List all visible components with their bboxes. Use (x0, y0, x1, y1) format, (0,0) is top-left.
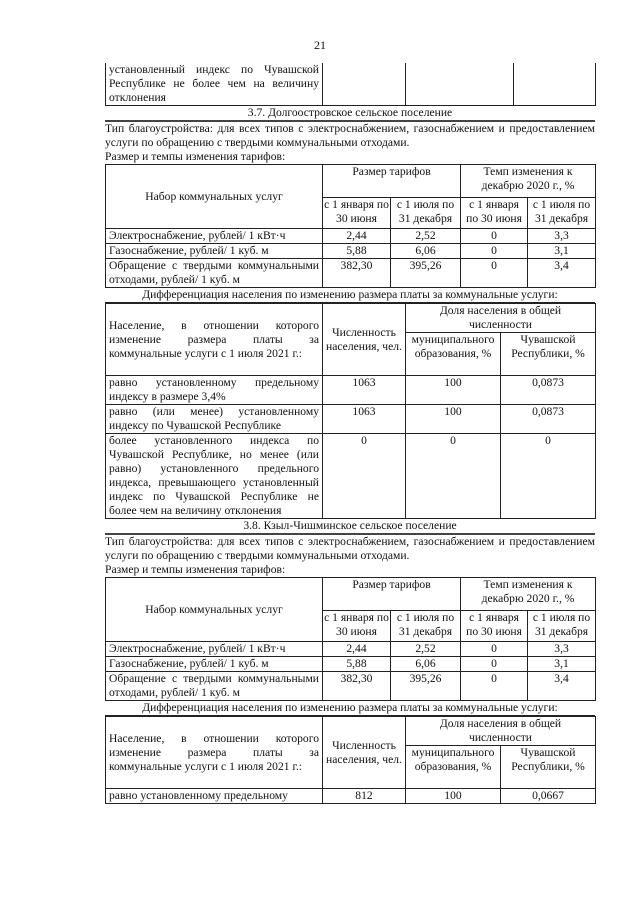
continuation-table (105, 63, 596, 106)
header-count: Численность населения, чел. (323, 717, 406, 789)
cell (514, 63, 596, 106)
tariff-value: 3,4 (528, 672, 596, 701)
population-differentiation-table (105, 303, 596, 519)
table-row (106, 672, 596, 701)
tariff-value: 0 (461, 244, 528, 259)
tariff-caption: Размер и темпы изменения тарифов: (105, 563, 286, 576)
settlement-section (105, 519, 595, 804)
header-period: с 1 июля по 31 декабря (391, 198, 461, 229)
population-value: 100 (406, 405, 501, 434)
header-share: Доля населения в общей численности (406, 304, 596, 333)
population-value: 0 (323, 434, 406, 519)
cell (406, 63, 514, 106)
tariff-value: 3,1 (528, 244, 596, 259)
population-value: 1063 (323, 376, 406, 405)
header-republic-share: Чувашской Республики, % (501, 333, 596, 376)
improvement-type-text: Тип благоустройства: для всех типов с электроснабжением, газоснабжением и предоставлением услуги по обращению с твердыми коммунальными отходами. (105, 535, 595, 562)
service-name: Электроснабжение, рублей/ 1 кВт·ч (106, 642, 323, 657)
tariff-value: 382,30 (323, 672, 391, 701)
table-row (106, 434, 596, 519)
tariff-value: 3,3 (528, 642, 596, 657)
header-period: с 1 января по 30 июня (461, 198, 528, 229)
tariff-value: 395,26 (391, 672, 461, 701)
tariff-table (105, 577, 596, 701)
header-service: Набор коммунальных услуг (106, 578, 323, 642)
table-row (106, 229, 596, 244)
population-value: 812 (323, 789, 406, 804)
tariff-value: 382,30 (323, 259, 391, 288)
header-municipal-share: муниципального образования, % (406, 333, 501, 376)
population-value: 100 (406, 376, 501, 405)
population-category: установленный индекс по Чувашской Республике не более чем на величину отклонения (106, 63, 323, 106)
population-value: 0,0873 (501, 376, 596, 405)
table-row (106, 657, 596, 672)
header-service: Набор коммунальных услуг (106, 165, 323, 229)
table-header-row (106, 578, 596, 611)
service-name: Газоснабжение, рублей/ 1 куб. м (106, 657, 323, 672)
service-name: Электроснабжение, рублей/ 1 кВт·ч (106, 229, 323, 244)
section-heading: 3.8. Кзыл-Чишминское сельское поселение (105, 519, 595, 535)
table-header-row (106, 304, 596, 333)
tariff-caption: Размер и темпы изменения тарифов: (105, 150, 286, 163)
header-population: Население, в отношении которого изменение размера платы за коммунальные услуги с 1 июля 2021 г.: (106, 304, 323, 376)
tariff-value: 0 (461, 642, 528, 657)
population-value: 0,0873 (501, 405, 596, 434)
section-heading: 3.7. Долгоостровское сельское поселение (105, 106, 595, 122)
table-row (106, 244, 596, 259)
header-tariff-size: Размер тарифов (323, 578, 461, 611)
table-header-row (106, 717, 596, 746)
tariff-value: 6,06 (391, 657, 461, 672)
tariff-value: 2,44 (323, 229, 391, 244)
population-value: 0 (501, 434, 596, 519)
document-body (105, 63, 595, 804)
tariff-value: 395,26 (391, 259, 461, 288)
tariff-value: 2,52 (391, 642, 461, 657)
header-period: с 1 января по 30 июня (323, 198, 391, 229)
table-row (106, 376, 596, 405)
table-row (106, 405, 596, 434)
tariff-value: 5,88 (323, 244, 391, 259)
population-category: равно установленному предельному (106, 789, 323, 804)
tariff-value: 6,06 (391, 244, 461, 259)
header-period: с 1 июля по 31 декабря (528, 198, 596, 229)
header-count: Численность населения, чел. (323, 304, 406, 376)
differentiation-caption: Дифференциация населения по изменению размера платы за коммунальные услуги: (105, 288, 595, 303)
improvement-type-text: Тип благоустройства: для всех типов с электроснабжением, газоснабжением и предоставлением услуги по обращению с твердыми коммунальными отходами. (105, 122, 595, 149)
population-category: равно установленному предельному индексу в размере 3,4% (106, 376, 323, 405)
tariff-value: 2,44 (323, 642, 391, 657)
table-row (106, 642, 596, 657)
table-row (106, 789, 596, 804)
service-name: Обращение с твердыми коммунальными отходами, рублей/ 1 куб. м (106, 672, 323, 701)
header-share: Доля населения в общей численности (406, 717, 596, 746)
page-number: 21 (314, 38, 326, 52)
population-value: 1063 (323, 405, 406, 434)
population-category: равно (или менее) установленному индексу по Чувашской Республике (106, 405, 323, 434)
population-value: 0,0667 (501, 789, 596, 804)
header-period: с 1 января по 30 июня (461, 611, 528, 642)
tariff-value: 3,3 (528, 229, 596, 244)
tariff-value: 0 (461, 229, 528, 244)
population-differentiation-table (105, 716, 596, 804)
tariff-value: 5,88 (323, 657, 391, 672)
settlement-section (105, 106, 595, 519)
header-period: с 1 января по 30 июня (323, 611, 391, 642)
header-republic-share: Чувашской Республики, % (501, 746, 596, 789)
table-row (106, 259, 596, 288)
header-population: Население, в отношении которого изменение размера платы за коммунальные услуги с 1 июля 2021 г.: (106, 717, 323, 789)
service-name: Обращение с твердыми коммунальными отходами, рублей/ 1 куб. м (106, 259, 323, 288)
header-change-rate: Темп изменения к декабрю 2020 г., % (461, 165, 596, 198)
header-period: с 1 июля по 31 декабря (391, 611, 461, 642)
tariff-table (105, 164, 596, 288)
differentiation-caption: Дифференциация населения по изменению размера платы за коммунальные услуги: (105, 701, 595, 716)
tariff-value: 0 (461, 657, 528, 672)
header-period: с 1 июля по 31 декабря (528, 611, 596, 642)
tariff-value: 2,52 (391, 229, 461, 244)
tariff-value: 3,1 (528, 657, 596, 672)
header-change-rate: Темп изменения к декабрю 2020 г., % (461, 578, 596, 611)
header-municipal-share: муниципального образования, % (406, 746, 501, 789)
tariff-value: 3,4 (528, 259, 596, 288)
cell (323, 63, 406, 106)
population-value: 100 (406, 789, 501, 804)
tariff-value: 0 (461, 672, 528, 701)
tariff-value: 0 (461, 259, 528, 288)
population-category: более установленного индекса по Чувашской Республике, но менее (или равно) установленного предельного индекса, превышающего установленный индекс по Чувашской Республике не более чем на величину отклонения (106, 434, 323, 519)
service-name: Газоснабжение, рублей/ 1 куб. м (106, 244, 323, 259)
table-header-row (106, 165, 596, 198)
header-tariff-size: Размер тарифов (323, 165, 461, 198)
table-row (106, 63, 596, 106)
population-value: 0 (406, 434, 501, 519)
